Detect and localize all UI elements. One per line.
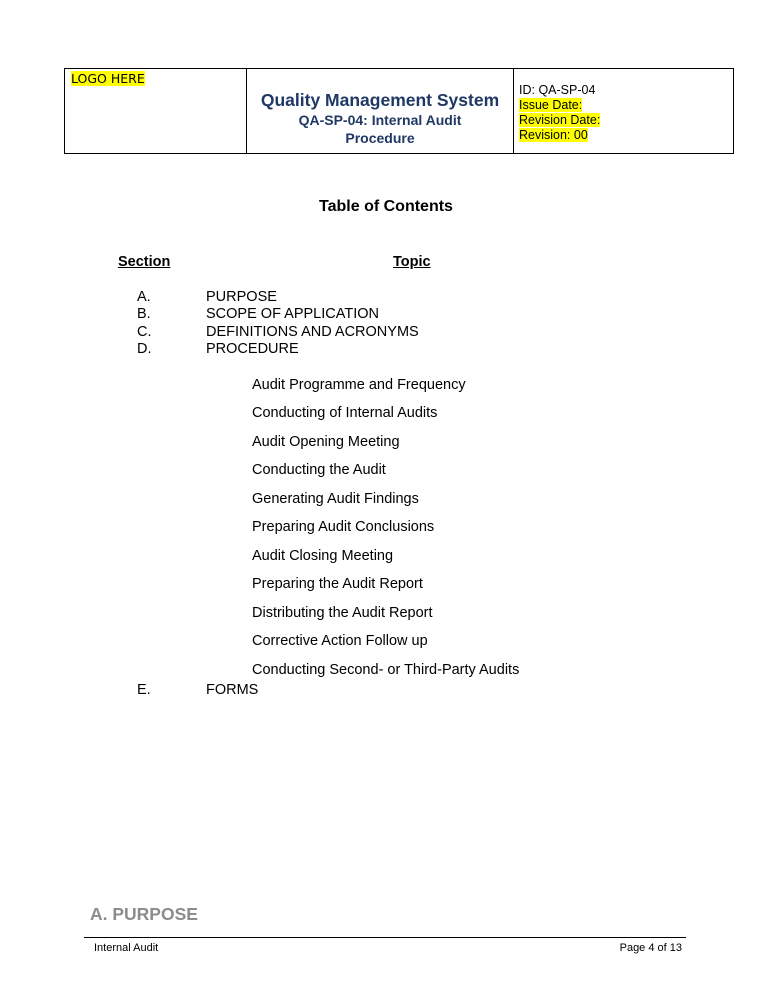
topic-column-header: Topic bbox=[393, 254, 431, 270]
section-letter: D. bbox=[137, 341, 152, 357]
item-text: Conducting the Audit bbox=[252, 462, 386, 478]
toc-title: Table of Contents bbox=[319, 198, 453, 215]
footer-page-number: Page 4 of 13 bbox=[619, 942, 682, 954]
document-id: ID: QA-SP-04 bbox=[519, 83, 596, 97]
section-letter: A. bbox=[137, 289, 151, 305]
footer-document-name: Internal Audit bbox=[94, 942, 159, 954]
item-text: Distributing the Audit Report bbox=[252, 605, 433, 621]
section-letter: C. bbox=[137, 324, 152, 340]
item-text: Generating Audit Findings bbox=[252, 491, 419, 507]
item-text: Preparing Audit Conclusions bbox=[252, 519, 435, 535]
item-text: Preparing the Audit Report bbox=[252, 576, 423, 592]
item-text: Audit Opening Meeting bbox=[252, 434, 400, 450]
section-topic: PURPOSE bbox=[206, 289, 277, 305]
section-column-header: Section bbox=[118, 254, 171, 270]
section-topic: DEFINITIONS AND ACRONYMS bbox=[206, 324, 419, 340]
procedure-title-line1: QA-SP-04: Internal Audit bbox=[298, 112, 462, 128]
section-topic: SCOPE OF APPLICATION bbox=[206, 306, 379, 322]
item-text: Audit Closing Meeting bbox=[252, 548, 394, 564]
section-topic: PROCEDURE bbox=[206, 341, 299, 357]
procedure-title-line2: Procedure bbox=[345, 130, 415, 146]
section-letter: B. bbox=[137, 306, 151, 322]
system-title: Quality Management System bbox=[260, 90, 500, 110]
logo-placeholder: LOGO HERE bbox=[71, 71, 145, 86]
id-cell bbox=[514, 69, 733, 153]
logo-cell bbox=[65, 69, 247, 153]
item-text: Corrective Action Follow up bbox=[252, 633, 428, 649]
revision-number: Revision: 00 bbox=[519, 128, 588, 142]
footer-divider bbox=[84, 937, 686, 938]
item-text: Audit Programme and Frequency bbox=[252, 377, 466, 393]
purpose-heading: A. PURPOSE bbox=[90, 904, 198, 924]
item-text: Conducting Second- or Third-Party Audits bbox=[252, 662, 520, 678]
revision-date: Revision Date: bbox=[519, 113, 601, 127]
document-header bbox=[64, 68, 734, 154]
item-text: Conducting of Internal Audits bbox=[252, 405, 438, 421]
issue-date: Issue Date: bbox=[519, 98, 583, 112]
section-topic: FORMS bbox=[206, 682, 259, 698]
section-letter: E. bbox=[137, 682, 151, 698]
title-cell bbox=[247, 69, 514, 153]
